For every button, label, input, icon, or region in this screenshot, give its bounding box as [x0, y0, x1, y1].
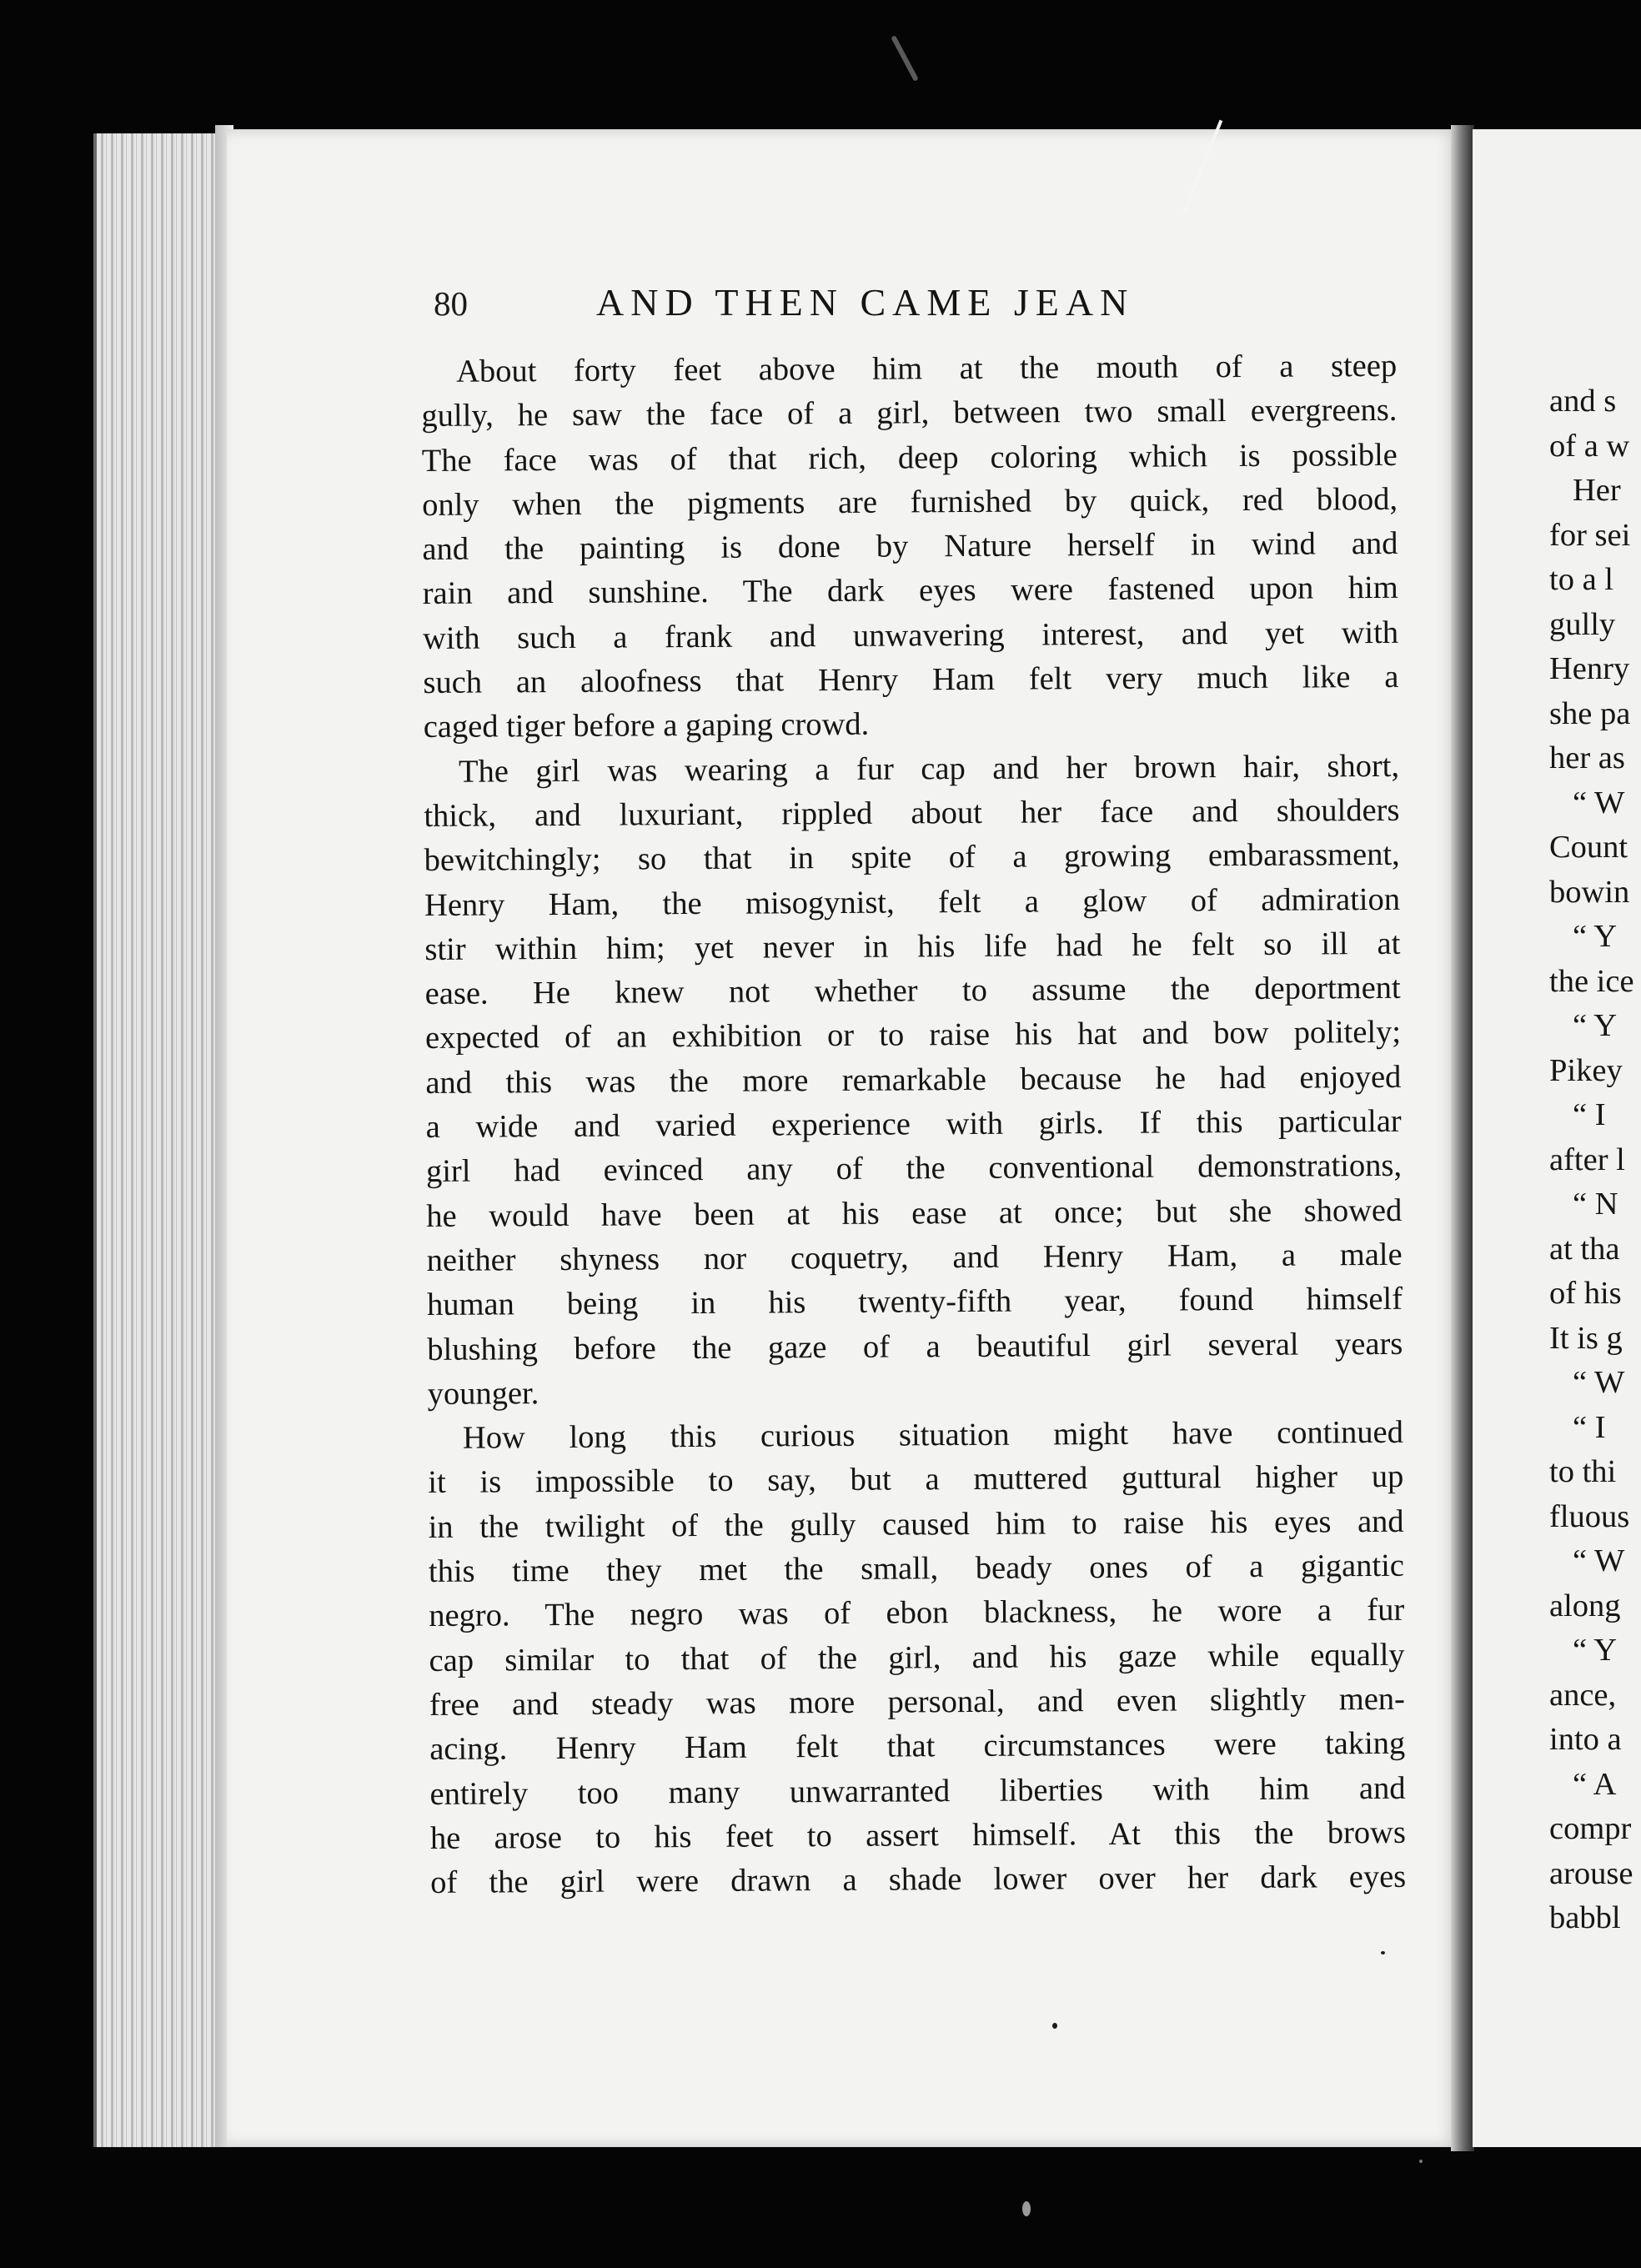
dust-speck	[1419, 2160, 1423, 2163]
facing-line: “ W	[1573, 1365, 1625, 1400]
facing-line: for sei	[1549, 517, 1631, 553]
text-line: The girl was wearing a fur cap and her brown hair, short,	[458, 748, 1400, 790]
facing-line: “ I	[1573, 1097, 1606, 1132]
facing-line: “ I	[1573, 1409, 1606, 1445]
dust-speck	[1052, 2023, 1057, 2029]
text-line: human being in his twenty-fifth year, found himself	[426, 1282, 1403, 1323]
text-line: this time they met the small, beady ones of a gigantic	[428, 1548, 1405, 1589]
facing-line: she pa	[1549, 695, 1631, 731]
facing-line: of a w	[1549, 428, 1630, 464]
text-line: and the painting is done by Nature herself in wind and	[422, 526, 1398, 568]
facing-line: “ A	[1573, 1766, 1617, 1802]
facing-line: Count	[1549, 830, 1628, 865]
text-line: he arose to his feet to assert himself. At this the brows	[429, 1814, 1407, 1856]
text-line: girl had evinced any of the conventional demonstrations,	[425, 1148, 1403, 1190]
facing-line: to thi	[1549, 1454, 1617, 1489]
text-line: The face was of that rich, deep coloring which is possible	[421, 437, 1398, 479]
running-head	[434, 281, 1393, 334]
text-line: ease. He knew not whether to assume the deportment	[424, 970, 1401, 1012]
facing-line: babbl	[1549, 1900, 1621, 1935]
text-line: only when the pigments are furnished by quick, red blood,	[422, 481, 1398, 523]
dust-speck	[1381, 1951, 1385, 1954]
text-line: he would have been at his ease at once; but she showed	[426, 1192, 1403, 1234]
text-line: in the twilight of the gully caused him to raise his eyes and	[428, 1503, 1404, 1545]
body-text	[421, 344, 1406, 1906]
text-line: entirely too many unwarranted liberties with him and	[429, 1770, 1406, 1812]
text-line: rain and sunshine. The dark eyes were fastened upon him	[422, 570, 1398, 612]
text-line: bewitchingly; so that in spite of a growing embarassment,	[424, 837, 1400, 879]
page-edges-stack	[93, 133, 230, 2147]
facing-line: bowin	[1549, 874, 1630, 910]
text-line: thick, and luxuriant, rippled about her face and shoulders	[424, 792, 1400, 834]
facing-line: “ Y	[1573, 1008, 1618, 1043]
text-line: blushing before the gaze of a beautiful girl several years	[427, 1326, 1403, 1367]
text-line: a wide and varied experience with girls. If this particular	[425, 1103, 1402, 1146]
facing-line: into a	[1549, 1722, 1622, 1757]
facing-line: of his	[1549, 1276, 1622, 1311]
facing-line: gully	[1549, 606, 1616, 642]
page-number: 80	[434, 284, 468, 323]
text-line: neither shyness nor coquetry, and Henry Ham, a male	[426, 1237, 1403, 1278]
facing-line: Henry	[1549, 651, 1630, 686]
dust-speck	[1022, 2201, 1031, 2216]
text-line: acing. Henry Ham felt that circumstances were taking	[429, 1726, 1406, 1768]
text-line: cap similar to that of the girl, and his gaze while equally	[429, 1637, 1405, 1678]
facing-line: It is g	[1549, 1320, 1623, 1356]
facing-line: Her	[1573, 473, 1621, 508]
facing-line: at tha	[1549, 1231, 1620, 1267]
text-line: How long this curious situation might have continued	[462, 1414, 1404, 1456]
facing-line: ance,	[1549, 1677, 1617, 1713]
facing-line: compr	[1549, 1811, 1632, 1846]
facing-line: arouse	[1549, 1855, 1633, 1891]
facing-line: “ W	[1573, 785, 1625, 820]
facing-line: after l	[1549, 1142, 1625, 1177]
text-line: and this was the more remarkable because he had enjoyed	[425, 1059, 1402, 1101]
facing-line: “ N	[1573, 1187, 1618, 1222]
text-line: free and steady was more personal, and even slightly men-	[429, 1681, 1406, 1723]
text-line: caged tiger before a gaping crowd.	[423, 707, 870, 745]
facing-line: Pikey	[1549, 1052, 1623, 1088]
facing-line: and s	[1549, 384, 1617, 419]
text-line: expected of an exhibition or to raise his hat and bow politely;	[424, 1015, 1402, 1056]
text-line: negro. The negro was of ebon blackness, he wore a fur	[429, 1593, 1405, 1634]
text-line: About forty feet above him at the mouth of a steep	[456, 348, 1398, 389]
text-line: Henry Ham, the misogynist, felt a glow of admiration	[424, 881, 1401, 923]
facing-line: along	[1549, 1588, 1621, 1623]
text-line: of the girl were drawn a shade lower over her dark eyes	[430, 1859, 1407, 1901]
facing-line: “ W	[1573, 1543, 1625, 1578]
text-line: such an aloofness that Henry Ham felt very much like a	[423, 659, 1399, 701]
facing-page-text	[1549, 379, 1641, 1941]
running-title: AND THEN CAME JEAN	[596, 281, 1135, 324]
facing-line: fluous	[1549, 1498, 1630, 1534]
text-line: it is impossible to say, but a muttered guttural higher up	[428, 1459, 1404, 1501]
facing-line: to a l	[1549, 562, 1613, 597]
facing-page	[1473, 129, 1641, 2147]
facing-line: the ice	[1549, 963, 1634, 999]
facing-line: “ Y	[1573, 1633, 1618, 1668]
text-line: stir within him; yet never in his life had he felt so ill at	[424, 926, 1401, 967]
facing-line: “ Y	[1573, 919, 1618, 954]
facing-line: her as	[1549, 740, 1625, 775]
text-line: younger.	[427, 1375, 539, 1412]
text-line: with such a frank and unwavering interest, and yet with	[422, 615, 1399, 656]
text-line: gully, he saw the face of a girl, between two small evergreens.	[421, 393, 1398, 434]
book-gutter	[1451, 125, 1474, 2151]
